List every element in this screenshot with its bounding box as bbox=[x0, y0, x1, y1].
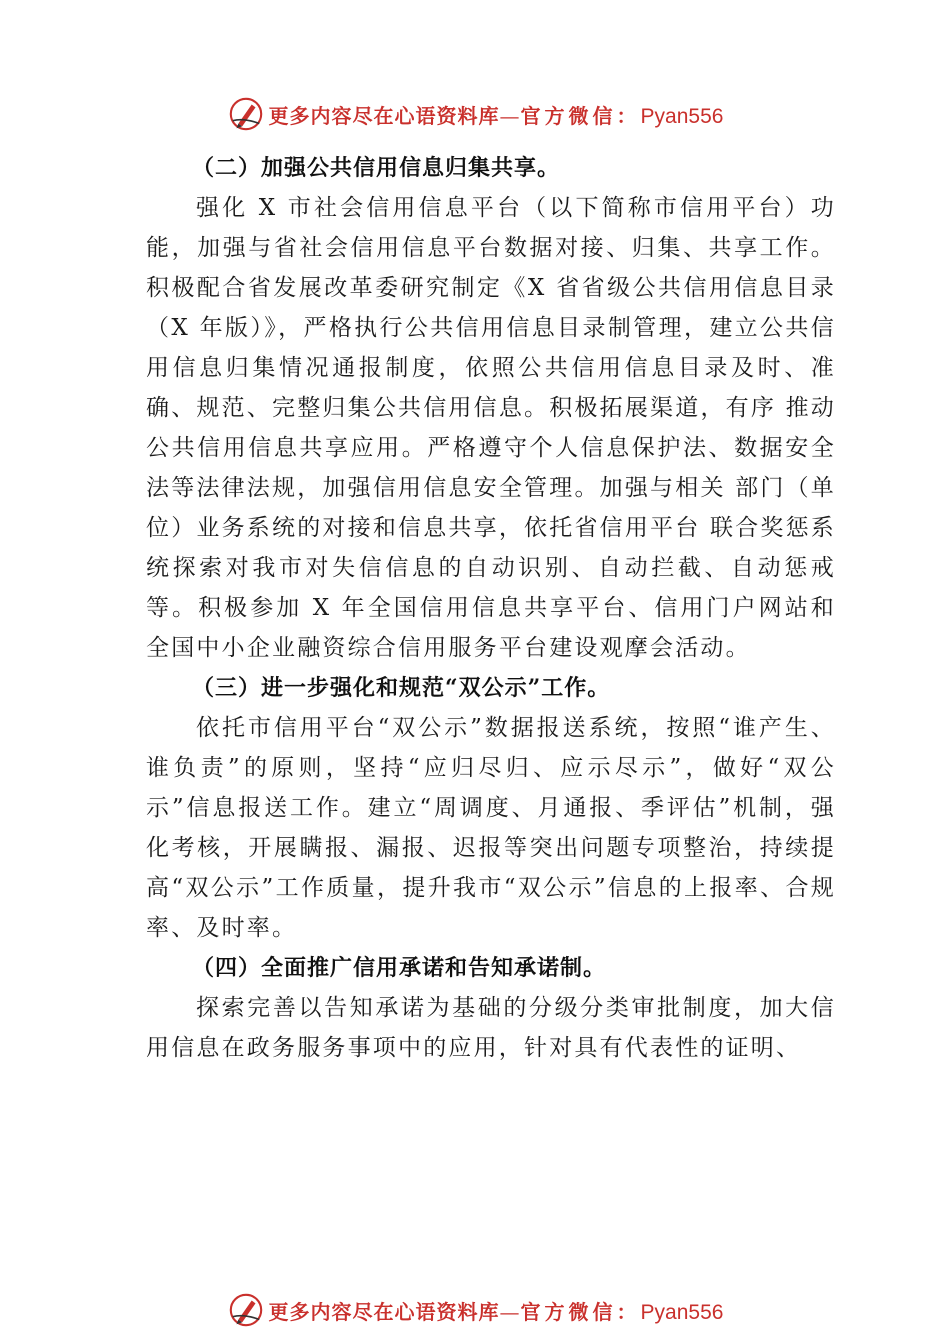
section-paragraph-3: 依托市信用平台“双公示”数据报送系统，按照“谁产生、谁负责”的原则，坚持“应归尽归、应示尽示”，做好“双公示”信息报送工作。建立“周调度、月通报、季评估”机制，强化考核，开展瞒报、漏报、迟报等突出问题专项整治，持续提高“双公示”工作质量，提升我市“双公示”信息的上报率、合规率、及时率。 bbox=[146, 715, 836, 941]
watermark-wechat-id: Pyan556 bbox=[640, 1300, 724, 1324]
section-paragraph-4: 探索完善以告知承诺为基础的分级分类审批制度，加大信用信息在政务服务事项中的应用，针对具有代表性的证明、 bbox=[146, 995, 836, 1061]
watermark-wechat-label: 官方微信： bbox=[520, 1299, 641, 1324]
section-heading-3: （三）进一步强化和规范“双公示”工作。 bbox=[192, 675, 611, 701]
pen-logo-icon bbox=[227, 1291, 265, 1329]
watermark-dash: — bbox=[499, 103, 521, 128]
document-body bbox=[146, 148, 836, 1068]
watermark-wechat-label: 官方微信： bbox=[520, 103, 641, 128]
watermark-text bbox=[269, 100, 724, 129]
watermark-slogan: 更多内容尽在心语资料库 bbox=[268, 103, 500, 128]
watermark-slogan: 更多内容尽在心语资料库 bbox=[268, 1299, 500, 1324]
section-paragraph-2: 强化 X 市社会信用信息平台（以下简称市信用平台）功能，加强与省社会信用信息平台数据对接、归集、共享工作。 积极配合省发展改革委研究制定《X 省省级公共信用信息目录（X 年版）》，严格执行公共信用信息目录制管理，建立公共信用信息归集情况通报制度，依照公共信用信息目录及时、准确、规范、完整归集公共信用信息。积极拓展渠道，有序 推动公共信用信息共享应用。严格遵守个人信息保护法、数据安全法等法律法规，加强信用信息安全管理。加强与相关 部门（单位）业务系统的对接和信息共享，依托省信用平台 联合奖惩系统探索对我市对失信信息的自动识别、自动拦截、自动惩戒等。积极参加 X 年全国信用信息共享平台、信用门户网站和全国中小企业融资综合信用服务平台建设观摩会活动。 bbox=[146, 195, 836, 661]
watermark-dash: — bbox=[499, 1299, 521, 1324]
watermark-text bbox=[269, 1296, 724, 1325]
watermark-wechat-id: Pyan556 bbox=[640, 104, 724, 128]
watermark-banner-bottom bbox=[0, 1290, 950, 1330]
section-heading-4: （四）全面推广信用承诺和告知承诺制。 bbox=[192, 955, 607, 981]
pen-logo-icon bbox=[227, 95, 265, 133]
section-heading-2: （二）加强公共信用信息归集共享。 bbox=[192, 155, 561, 181]
watermark-banner-top bbox=[0, 94, 950, 134]
